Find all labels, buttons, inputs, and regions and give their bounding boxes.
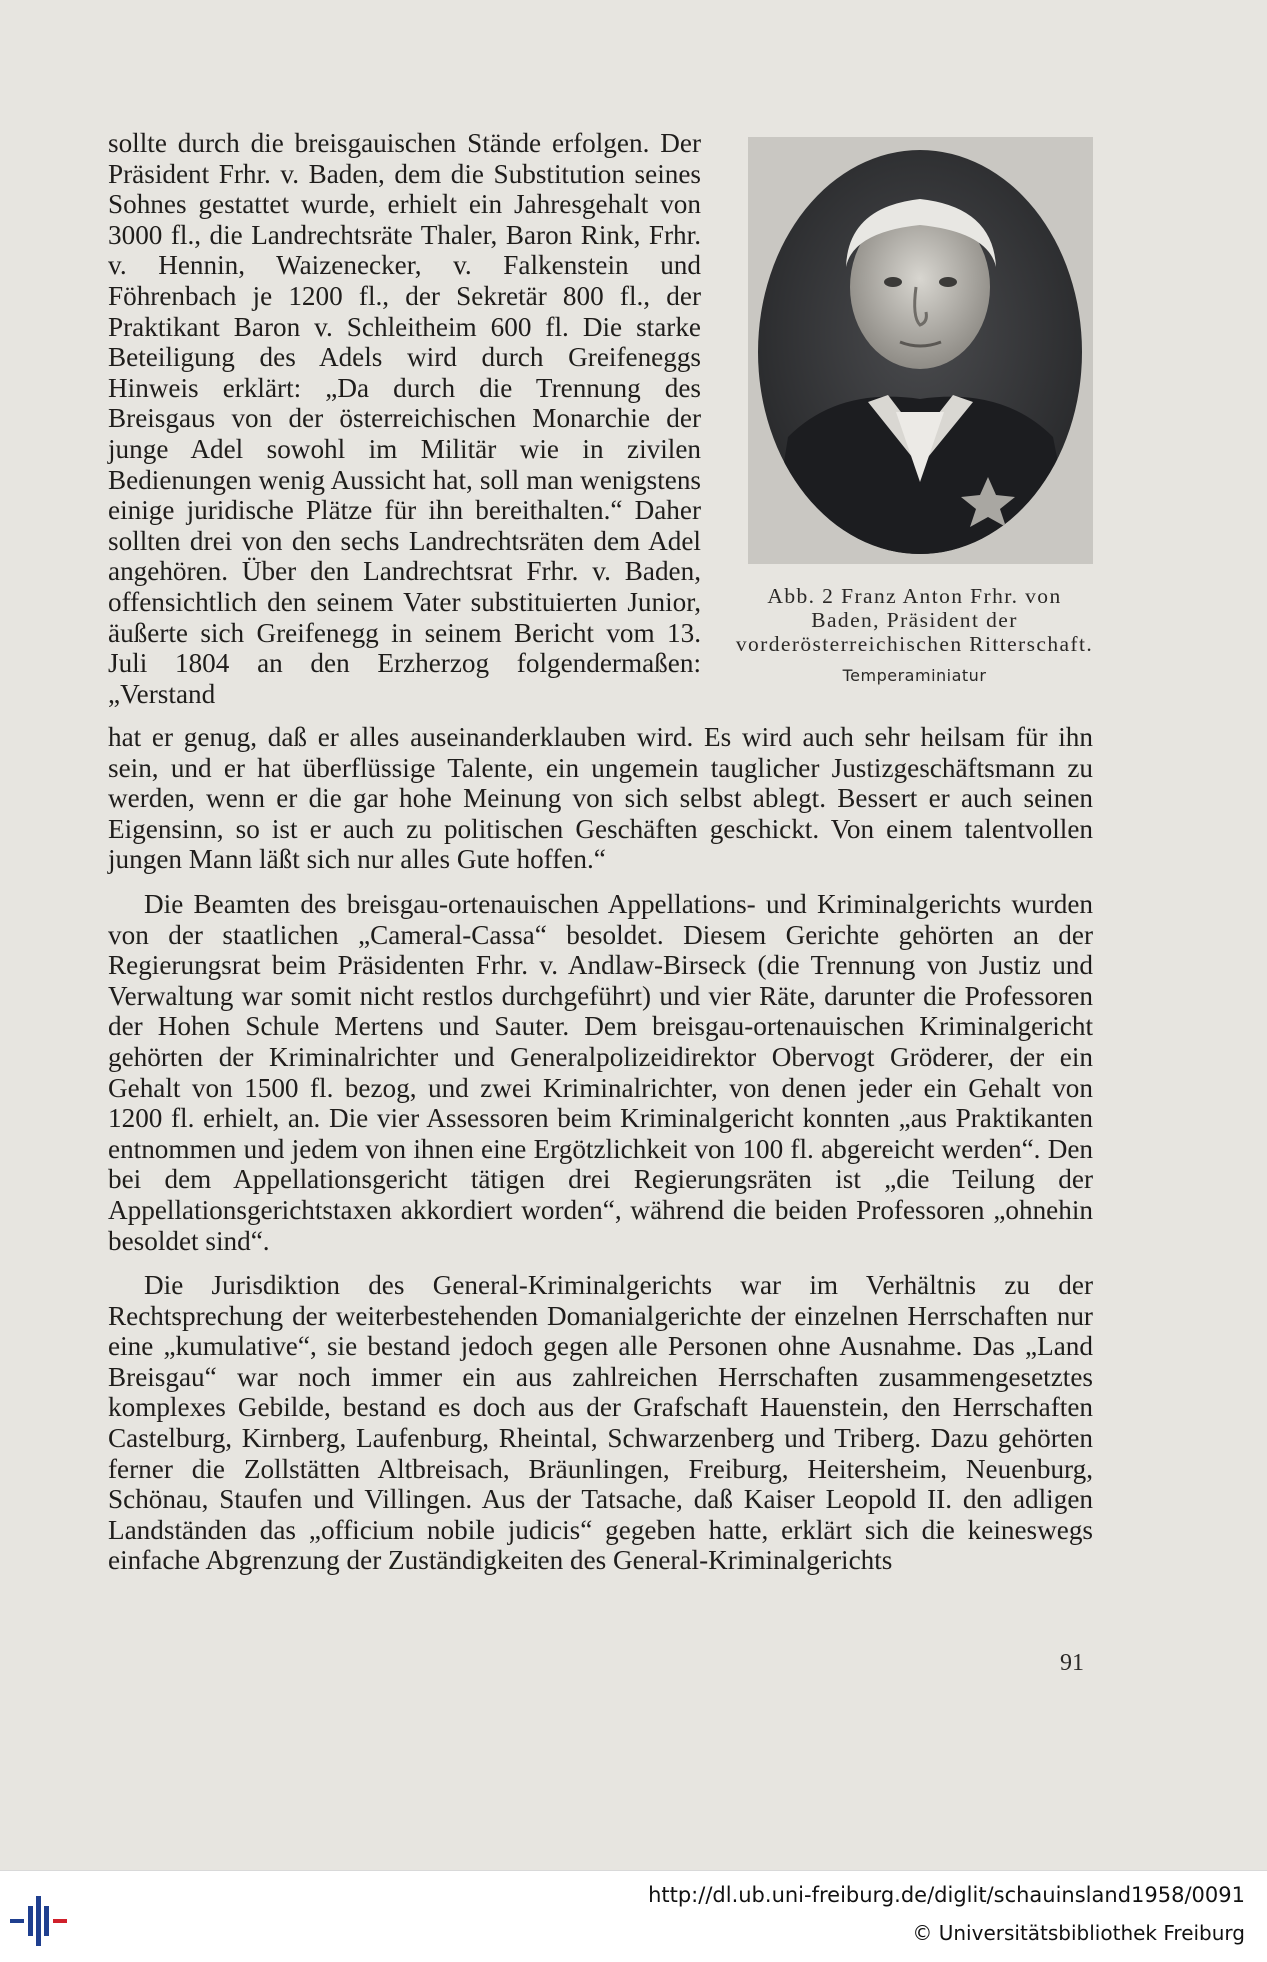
figure-caption [732, 584, 1097, 688]
caption-text: Abb. 2 Franz Anton Frhr. von Baden, Präsident der vorderösterreichischen Ritterschaft. [735, 584, 1094, 656]
body-text-full [108, 722, 1093, 1576]
source-url-link[interactable]: http://dl.ub.uni-freiburg.de/diglit/schauinsland1958/0091 [648, 1883, 1245, 1907]
portrait-figure [748, 137, 1093, 564]
paragraph-3: Die Jurisdiktion des General-Kriminalgerichts war im Verhältnis zu der Rechtsprechung der weiterbestehenden Domanialgerichte der einzelnen Herrschaften nur eine „kumulative“, sie bestand jedoch gegen alle Personen ohne Ausnahme. Das „Land Breisgau“ war noch immer ein aus zahlreichen Herrschaften zusammengesetztes komplexes Gebilde, bestand es doch aus der Grafschaft Hauenstein, den Herrschaften Castelburg, Kirnberg, Laufenburg, Rheintal, Schwarzenberg und Triberg. Dazu gehörten ferner die Zollstätten Altbreisach, Bräunlingen, Freiburg, Heitersheim, Neuenburg, Schönau, Staufen und Villingen. Aus der Tatsache, daß Kaiser Leopold II. den adligen Landständen das „officium nobile judicis“ gegeben hatte, erklärt sich die keineswegs einfache Abgrenzung der Zuständigkeiten des General-Kriminalgerichts [108, 1270, 1093, 1576]
library-footer [0, 1870, 1267, 1962]
copyright-notice: © Universitätsbibliothek Freiburg [912, 1921, 1245, 1945]
page-number: 91 [1060, 1650, 1084, 1676]
library-logo-icon [8, 1891, 88, 1951]
paragraph-top-continued: hat er genug, daß er alles auseinanderklauben wird. Es wird auch sehr heilsam für ihn sein, und er hat überflüssige Talente, ein ungemein tauglicher Justizgeschäftsmann zu werden, wenn er die gar hohe Meinung von sich selbst ablegt. Bessert er auch seinen Eigensinn, so ist er auch zu politischen Geschäften geschickt. Von einem talentvollen jungen Mann läßt sich nur alles Gute hoffen.“ [108, 722, 1093, 875]
body-text-top [108, 128, 701, 709]
portrait-image [748, 137, 1093, 564]
caption-subtitle: Temperaminiatur [842, 666, 987, 685]
paragraph-top: sollte durch die breisgauischen Stände erfolgen. Der Präsident Frhr. v. Baden, dem die Substitution seines Sohnes gestattet wurde, erhielt ein Jahresgehalt von 3000 fl., die Landrechtsräte Thaler, Baron Rink, Frhr. v. Hennin, Waizenecker, v. Falkenstein und Föhrenbach je 1200 fl., der Sekretär 800 fl., der Praktikant Baron v. Schleitheim 600 fl. Die starke Beteiligung des Adels wird durch Greifeneggs Hinweis erklärt: „Da durch die Trennung des Breisgaus von der österreichischen Monarchie der junge Adel sowohl im Militär wie in zivilen Bedienungen wenig Aussicht hat, soll man wenigstens einige juridische Plätze für ihn bereithalten.“ Daher sollten drei von den sechs Landrechtsräten dem Adel angehören. Über den Landrechtsrat Frhr. v. Baden, offensichtlich den seinem Vater substituierten Junior, äußerte sich Greifenegg in seinem Bericht vom 13. Juli 1804 an den Erzherzog folgendermaßen: „Verstand [108, 128, 701, 709]
paragraph-2: Die Beamten des breisgau-ortenauischen Appellations- und Kriminalgerichts wurden von der staatlichen „Cameral-Cassa“ besoldet. Diesem Gerichte gehörten an der Regierungsrat beim Präsidenten Frhr. v. Andlaw-Birseck (die Trennung von Justiz und Verwaltung war somit nicht restlos durchgeführt) und vier Räte, darunter die Professoren der Hohen Schule Mertens und Sauter. Dem breisgau-ortenauischen Kriminalgericht gehörten der Kriminalrichter und Generalpolizeidirektor Obervogt Gröderer, der ein Gehalt von 1500 fl. bezog, und zwei Kriminalrichter, von denen jeder ein Gehalt von 1200 fl. erhielt, an. Die vier Assessoren beim Kriminalgericht konnten „aus Praktikanten entnommen und jedem von ihnen eine Ergötzlichkeit von 100 fl. abgereicht werden“. Den bei dem Appellationsgericht tätigen drei Regierungsräten ist „die Teilung der Appellationsgerichtstaxen akkordiert worden“, während die beiden Professoren „ohnehin besoldet sind“. [108, 888, 1093, 1256]
